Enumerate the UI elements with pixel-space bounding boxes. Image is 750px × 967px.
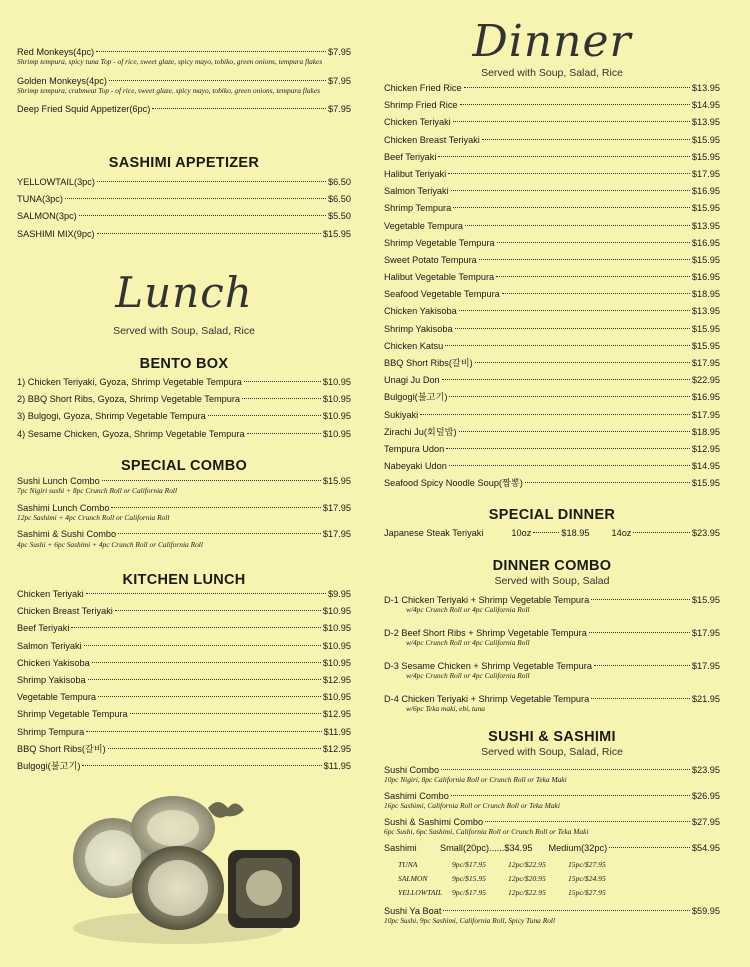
item-name: D-4 Chicken Teriyaki + Shrimp Vegetable Tempura [384, 694, 590, 704]
item-price: $17.95 [322, 502, 351, 513]
dot-leader [152, 108, 326, 109]
dot-leader [86, 593, 326, 594]
price-9pc: 9pc/$17.95 [452, 887, 486, 897]
item-price: $15.95 [322, 476, 351, 486]
menu-item [17, 689, 351, 706]
item-name: Seafood Spicy Noodle Soup(짬뽕) [384, 478, 523, 489]
dot-leader [465, 225, 690, 226]
item-price: $10.95 [322, 428, 351, 439]
item-name: Halibut Vegetable Tempura [384, 272, 495, 283]
sushi-sashimi-subtitle: Served with Soup, Salad, Rice [481, 746, 623, 758]
item-name: Chicken Fried Rice [384, 83, 462, 93]
item-price: $12.95 [322, 709, 351, 720]
item-price: $11.95 [323, 760, 351, 771]
menu-item [17, 208, 351, 225]
menu-item [17, 191, 351, 208]
menu-item [384, 441, 720, 458]
menu-item [17, 706, 351, 723]
item-name: Bulgogi(불고기) [17, 760, 81, 771]
menu-item [384, 903, 720, 926]
menu-item [384, 338, 720, 355]
grid-row [384, 871, 720, 885]
bento-list [17, 374, 351, 443]
item-name: Sashimi & Sushi Combo [17, 529, 117, 540]
menu-item [384, 97, 720, 114]
item-name: Zirachi Ju(회덮밥) [384, 426, 457, 437]
dot-leader [496, 276, 690, 277]
item-price: $6.50 [328, 177, 351, 187]
item-price: $54.95 [691, 843, 720, 853]
fish-name: TUNA [398, 859, 418, 869]
lunch-heading: Lunch [115, 268, 253, 317]
dot-leader [633, 532, 689, 533]
item-name: Vegetable Tempura [384, 220, 464, 231]
dot-leader [591, 698, 690, 699]
menu-item [384, 166, 720, 183]
dot-leader [449, 465, 690, 466]
item-name: 3) Bulgogi, Gyoza, Shrimp Vegetable Tempura [17, 411, 206, 422]
item-name: Sushi & Sashimi Combo [384, 817, 484, 827]
dot-leader [497, 242, 690, 243]
menu-item [384, 389, 720, 406]
item-name: D-1 Chicken Teriyaki + Shrimp Vegetable Tempura [384, 595, 590, 605]
item-price: $12.95 [322, 743, 351, 754]
item-name: Sushi Lunch Combo [17, 476, 100, 486]
sashimi-price-grid [384, 857, 720, 899]
dot-leader [97, 181, 326, 182]
item-price: $18.95 [561, 528, 590, 538]
item-price: $15.95 [691, 323, 720, 334]
dot-leader [451, 190, 690, 191]
dot-leader [108, 748, 321, 749]
item-price: $7.95 [328, 104, 351, 115]
item-name: Sashimi [384, 843, 417, 853]
item-price: $9.95 [328, 589, 351, 599]
item-name: Sweet Potato Tempura [384, 254, 477, 265]
dot-leader [459, 310, 690, 311]
dot-leader [420, 414, 690, 415]
dot-leader [448, 173, 690, 174]
item-name: Shrimp Tempura [384, 203, 452, 214]
menu-item [384, 762, 720, 788]
dot-leader [451, 795, 690, 796]
item-name: YELLOWTAIL(3pc) [17, 177, 95, 187]
item-size: 14oz [611, 528, 632, 538]
menu-item [384, 407, 720, 424]
dot-leader [449, 396, 689, 397]
item-price: $15.95 [691, 151, 720, 162]
item-description: 12pc Sashimi + 4pc Crunch Roll or California Roll [17, 512, 170, 522]
item-size: 10oz [511, 528, 532, 538]
price-15pc: 15pc/$24.95 [568, 873, 606, 883]
grid-row [384, 857, 720, 871]
dot-leader [109, 80, 326, 81]
item-price: $10.95 [322, 692, 351, 703]
item-name: Chicken Yakisoba [384, 306, 457, 317]
section-title-bento-box: BENTO BOX [139, 356, 229, 372]
item-name: Shrimp Vegetable Tempura [384, 237, 495, 248]
menu-item [384, 592, 720, 625]
item-description: w/6pc Teka maki, ebi, tuna [406, 704, 485, 714]
menu-item [384, 625, 720, 658]
item-price: $15.95 [691, 340, 720, 351]
item-name: Shrimp Yakisoba [17, 674, 86, 685]
item-name: BBQ Short Ribs(갈비) [384, 358, 473, 368]
price-15pc: 15pc/$27.95 [568, 859, 606, 869]
dot-leader [609, 847, 690, 848]
item-name: Bulgogi(불고기) [384, 392, 448, 403]
item-description: w/4pc Crunch Roll or 4pc California Roll [406, 638, 530, 648]
menu-item [17, 426, 351, 443]
fish-name: YELLOWTAIL [398, 887, 443, 897]
item-price: $11.95 [323, 726, 351, 737]
appetizer-item [17, 73, 351, 96]
item-price: $15.95 [691, 595, 720, 605]
price-12pc: 12pc/$20.95 [508, 873, 546, 883]
item-price: $17.95 [691, 409, 720, 420]
item-price: $10.95 [322, 640, 351, 651]
dot-leader [443, 910, 690, 911]
price-9pc: 9pc/$17.95 [452, 859, 486, 869]
item-name: Shrimp Vegetable Tempura [17, 709, 128, 720]
item-name: Seafood Vegetable Tempura [384, 289, 500, 300]
menu-item [384, 303, 720, 320]
price-12pc: 12pc/$22.95 [508, 887, 546, 897]
item-price: $14.95 [691, 461, 720, 472]
item-name: Sushi Ya Boat [384, 906, 442, 917]
section-title-sashimi-appetizer: SASHIMI APPETIZER [108, 155, 260, 171]
menu-item [384, 658, 720, 691]
menu-item [384, 235, 720, 252]
menu-item [384, 691, 720, 724]
dot-leader [242, 398, 321, 399]
item-name: Vegetable Tempura [17, 692, 97, 703]
item-name: Sushi Combo [384, 765, 440, 775]
menu-item [384, 788, 720, 814]
dot-leader [442, 379, 690, 380]
item-price: $17.95 [691, 168, 720, 179]
dot-leader [533, 532, 559, 533]
menu-item [384, 424, 720, 441]
item-name: Shrimp Yakisoba [384, 323, 453, 334]
item-price: $13.95 [691, 83, 720, 93]
item-name: 4) Sesame Chicken, Gyoza, Shrimp Vegetable Tempura [17, 428, 245, 439]
item-price: $27.95 [691, 817, 720, 827]
item-price: $7.95 [328, 47, 351, 57]
price-15pc: 15pc/$27.95 [568, 887, 606, 897]
menu-item [384, 114, 720, 131]
dot-leader [453, 121, 690, 122]
item-name: TUNA(3pc) [17, 194, 63, 205]
menu-item [384, 286, 720, 303]
item-price: $15.95 [691, 134, 720, 145]
item-description: w/4pc Crunch Roll or 4pc California Roll [406, 671, 530, 681]
dot-leader [71, 627, 320, 628]
item-name: Sashimi Combo [384, 791, 449, 801]
item-name: Sashimi Lunch Combo [17, 502, 110, 513]
dot-leader [82, 765, 321, 766]
item-price: $21.95 [691, 694, 720, 704]
lunch-subtitle: Served with Soup, Salad, Rice [113, 325, 255, 337]
item-price: $59.95 [691, 906, 720, 917]
sashimi-size-row [384, 840, 720, 857]
dot-leader [111, 507, 320, 508]
dot-leader [482, 139, 690, 140]
item-price: $15.95 [691, 203, 720, 214]
dot-leader [97, 233, 321, 234]
dot-leader [464, 87, 690, 88]
item-description: Shrimp tempura, crabmeat Top - of rice, sweet glaze, spicy mayo, tobiko, green onions, tempura flakes [17, 85, 321, 95]
item-name: Chicken Yakisoba [17, 657, 90, 668]
menu-item [384, 183, 720, 200]
item-name: Sukiyaki [384, 409, 419, 420]
item-name: Chicken Breast Teriyaki [384, 134, 480, 145]
item-name: Salmon Teriyaki [384, 186, 449, 197]
item-name: Beef Teriyaki [17, 623, 70, 634]
item-price: $16.95 [691, 392, 720, 403]
item-description: 4pc Sushi + 6pc Sashimi + 4pc Crunch Roll or California Roll [17, 539, 203, 549]
item-price: $10.95 [322, 411, 351, 422]
item-price: $16.95 [691, 272, 720, 283]
menu-item [17, 526, 351, 549]
section-title-dinner-combo: DINNER COMBO [492, 558, 612, 574]
kitchen-lunch-list [17, 586, 351, 775]
item-name: Chicken Breast Teriyaki [17, 606, 113, 617]
dot-leader [88, 679, 321, 680]
dot-leader [445, 345, 690, 346]
item-name: Japanese Steak Teriyaki [384, 528, 484, 538]
item-price: $17.95 [691, 358, 720, 368]
item-price: $17.95 [691, 628, 720, 638]
item-name: Golden Monkeys(4pc) [17, 75, 107, 86]
dot-leader [92, 662, 321, 663]
item-name: Red Monkeys(4pc) [17, 47, 95, 57]
menu-item [17, 500, 351, 523]
item-price: $23.95 [691, 765, 720, 775]
item-name: D-3 Sesame Chicken + Shrimp Vegetable Tempura [384, 661, 592, 671]
sashimi-small: Small(20pc)......$34.95 [440, 843, 533, 853]
dinner-heading: Dinner [472, 16, 632, 67]
appetizer-item [17, 44, 351, 67]
menu-item [384, 372, 720, 389]
menu-item [17, 724, 351, 741]
item-name: D-2 Beef Short Ribs + Shrimp Vegetable Tempura [384, 628, 587, 638]
dot-leader [475, 362, 690, 363]
item-price: $13.95 [691, 306, 720, 317]
sashimi-appetizer-list [17, 174, 351, 243]
menu-item [384, 814, 720, 840]
menu-item [17, 586, 351, 603]
menu-item [17, 391, 351, 408]
dot-leader [244, 381, 321, 382]
item-price: $15.95 [691, 478, 720, 489]
item-name: BBQ Short Ribs(갈비) [17, 743, 106, 754]
menu-item [17, 620, 351, 637]
dot-leader [247, 433, 321, 434]
item-name: SALMON(3pc) [17, 211, 77, 222]
fish-name: SALMON [398, 873, 428, 883]
section-title-special-combo: SPECIAL COMBO [120, 458, 248, 474]
dot-leader [594, 665, 690, 666]
item-name: 1) Chicken Teriyaki, Gyoza, Shrimp Vegetable Tempura [17, 377, 242, 387]
dot-leader [438, 156, 689, 157]
item-price: $17.95 [322, 529, 351, 540]
item-description: 6pc Sushi, 6pc Sashimi, California Roll or Crunch Roll or Teka Maki [384, 827, 589, 837]
item-price: $16.95 [691, 186, 720, 197]
dot-leader [485, 821, 690, 822]
menu-item [384, 355, 720, 372]
dot-leader [589, 632, 690, 633]
item-price: $10.95 [322, 377, 351, 387]
menu-item [17, 473, 351, 496]
section-title-sushi-sashimi: SUSHI & SASHIMI [488, 729, 616, 745]
item-price: $15.95 [322, 228, 351, 239]
item-price: $12.95 [322, 674, 351, 685]
item-description: 7pc Nigiri sushi + 8pc Crunch Roll or California Roll [17, 486, 177, 496]
dot-leader [98, 696, 321, 697]
menu-item [17, 672, 351, 689]
special-combo-list [17, 473, 351, 549]
item-price: $10.95 [322, 394, 351, 405]
dot-leader [459, 431, 690, 432]
item-price: $7.95 [328, 75, 351, 86]
menu-item [384, 80, 720, 97]
menu-item [384, 525, 720, 542]
dinner-subtitle: Served with Soup, Salad, Rice [481, 67, 623, 79]
dot-leader [479, 259, 690, 260]
item-name: Halibut Teriyaki [384, 168, 447, 179]
item-description: 16pc Sashimi, California Roll or Crunch Roll or Teka Maki [384, 801, 560, 811]
dinner-list [384, 80, 720, 493]
dot-leader [460, 104, 690, 105]
item-price: $10.95 [322, 623, 351, 634]
dot-leader [502, 293, 690, 294]
dot-leader [102, 480, 321, 481]
item-name: 2) BBQ Short Ribs, Gyoza, Shrimp Vegetable Tempura [17, 394, 240, 405]
grid-row [384, 885, 720, 899]
dot-leader [453, 207, 690, 208]
menu-item [17, 603, 351, 620]
menu-item [17, 655, 351, 672]
dot-leader [591, 599, 690, 600]
sashimi-medium: Medium(32pc) [548, 843, 608, 853]
item-name: Chicken Katsu [384, 340, 444, 351]
item-name: Deep Fried Squid Appetizer(6pc) [17, 104, 151, 115]
item-name: Nabeyaki Udon [384, 461, 447, 472]
menu-item [384, 149, 720, 166]
item-price: $18.95 [691, 426, 720, 437]
menu-item [384, 252, 720, 269]
dot-leader [130, 713, 321, 714]
dot-leader [79, 215, 326, 216]
dot-leader [525, 482, 690, 483]
menu-item [17, 174, 351, 191]
item-price: $5.50 [328, 211, 351, 222]
menu-item [384, 321, 720, 338]
dot-leader [455, 328, 690, 329]
item-name: Shrimp Fried Rice [384, 100, 458, 111]
item-price: $17.95 [691, 661, 720, 671]
menu-item [384, 458, 720, 475]
item-price: $16.95 [691, 237, 720, 248]
menu-item [384, 132, 720, 149]
item-name: Chicken Teriyaki [17, 589, 84, 599]
menu-item [384, 200, 720, 217]
dot-leader [96, 51, 326, 52]
item-price: $18.95 [691, 289, 720, 300]
menu-item [17, 226, 351, 243]
section-title-special-dinner: SPECIAL DINNER [488, 507, 616, 523]
item-description: 10pc Sushi, 9pc Sashimi, California Roll, Spicy Tuna Roll [384, 916, 556, 926]
appetizer-list [17, 44, 351, 119]
item-price: $10.95 [322, 657, 351, 668]
item-name: Chicken Teriyaki [384, 117, 451, 128]
item-price: $22.95 [691, 375, 720, 386]
item-price: $12.95 [691, 443, 720, 454]
dinner-combo-subtitle: Served with Soup, Salad [494, 575, 610, 587]
dot-leader [208, 415, 321, 416]
item-price: $10.95 [322, 606, 351, 617]
appetizer-item [17, 101, 351, 118]
item-description: w/4pc Crunch Roll or 4pc California Roll [406, 605, 530, 615]
menu-item [17, 758, 351, 775]
item-name: Salmon Teriyaki [17, 640, 82, 651]
item-name: Tempura Udon [384, 443, 445, 454]
item-name: Beef Teriyaki [384, 151, 437, 162]
dot-leader [446, 448, 690, 449]
section-title-kitchen-lunch: KITCHEN LUNCH [122, 572, 246, 588]
dot-leader [118, 533, 321, 534]
menu-item [384, 475, 720, 492]
menu-item [17, 741, 351, 758]
item-description: 10pc Nigiri, 8pc California Roll or Crunch Roll or Teka Maki [384, 775, 567, 785]
item-price: $6.50 [328, 194, 351, 205]
item-price: $15.95 [691, 254, 720, 265]
sushi-illustration [68, 788, 306, 948]
item-price: $26.95 [691, 791, 720, 801]
menu-item [384, 269, 720, 286]
item-description: Shrimp tempura, spicy tuna Top - of rice, sweet glaze, spicy mayo, tobiko, green onions, tempura flakes [17, 57, 323, 67]
item-name: Shrimp Tempura [17, 726, 85, 737]
menu-item [17, 638, 351, 655]
item-price: $13.95 [691, 117, 720, 128]
menu-item [384, 218, 720, 235]
item-name: SASHIMI MIX(9pc) [17, 228, 95, 239]
menu-item [17, 374, 351, 391]
dot-leader [441, 769, 690, 770]
item-price: $23.95 [691, 528, 720, 538]
price-12pc: 12pc/$22.95 [508, 859, 546, 869]
dinner-combo-list [384, 592, 720, 724]
price-9pc: 9pc/$15.95 [452, 873, 486, 883]
menu-item [17, 408, 351, 425]
dot-leader [115, 610, 321, 611]
item-price: $14.95 [691, 100, 720, 111]
dot-leader [65, 198, 326, 199]
item-name: Unagi Ju Don [384, 375, 440, 386]
sushi-sashimi-list [384, 762, 720, 926]
dot-leader [86, 731, 321, 732]
item-price: $13.95 [691, 220, 720, 231]
dot-leader [84, 645, 321, 646]
